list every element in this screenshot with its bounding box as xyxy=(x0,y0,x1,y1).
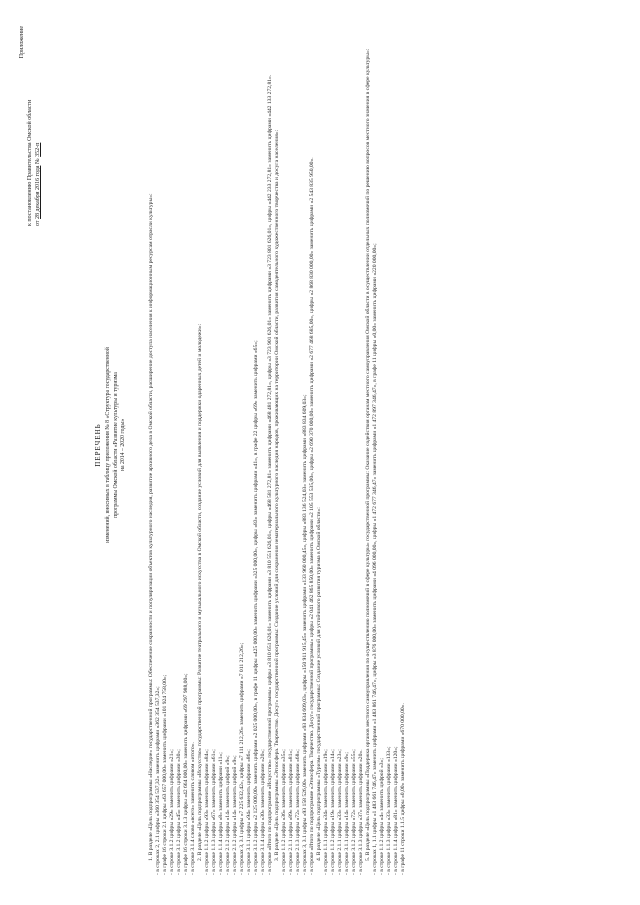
body-paragraph: - в строке 1.1.3 цифры «33» заменить цифрами «133»; xyxy=(386,746,392,875)
body-paragraph: - в строке 2.1.1 цифры «89» заменить цифрами «81»; xyxy=(288,749,294,875)
body-paragraph: - в строках 3, 3.1 цифры «93 158 526,00» заменить цифрами «93 834 609,03», цифры «150 911 915,45» заменить цифрами «133 960 000,45», цифры «883 136 524,03» заменить цифрами «883 834 609,03»; xyxy=(302,394,308,875)
appendix-num-prefix: № xyxy=(35,158,41,165)
appendix-label: Приложение xyxy=(19,26,25,59)
document-heading xyxy=(95,235,128,655)
body-paragraph: 4. В разделе «Цель подпрограммы «Туризм» государственной программы: Создание условий для устойчивого развития туризма в Омской области»: xyxy=(316,507,322,861)
body-paragraph: - в строке 1.1.1 цифры «34» заменить цифрами «19»; xyxy=(323,749,329,875)
body-paragraph: - в строке 1.1.2 цифры «93» заменить цифрами «84»; xyxy=(204,749,210,875)
body-paragraph: - в строке «Итого по подпрограмме «Этносфера. Творчество. Досуг» государственной программы» цифры «2 041 462 865 850,00» заменить цифрами «2 105 553 535,00», цифры «2 690 370 000,00» заменить цифрами «2 677 468 685,00», цифры «2 868 830 000,00» заменить цифрами «2 543 835 950,00». xyxy=(309,157,315,875)
body-paragraph: 5. В разделе «Цель подпрограммы «Поддержка органов местного самоуправления по осуществлению полномочий в сфере культуры» государственной программы: Оказание содействия органам местного самоуправления Омской области в осуществлении отдельных полномочий по решению вопросов местного значения в сфере культуры»: xyxy=(365,48,371,861)
body-paragraph: - в строке 2.1.2 цифры «14» заменить цифрой «9»; xyxy=(232,755,238,875)
body-paragraph: - в строке 3.1.2 цифры «29» заменить цифрами «21»; xyxy=(169,749,175,875)
body-paragraph: - в строке 1.1.4 цифры «81» заменить цифрами «120»; xyxy=(393,746,399,875)
body-paragraph: - в строке 1.1.2 цифры «19» заменить цифрами «14»; xyxy=(330,749,336,875)
body-paragraph: 3. В разделе «Цель подпрограммы «Этносфера. Творчество. Досуг» государственной программы: Создание условий для сохранения нематериального культурного наследия народов, проживающих на территории Омской области, развития самодеятельного художественного творчества и досуга населения»: xyxy=(274,129,280,861)
body-paragraph: - в строках 1, 1.1 цифры «1 483 661 746,47» заменить цифрами «1 483 861 746,47», цифры «3 876 000,00» заменить цифрами «4 096 000,00», цифры «1 472 677 346,47» заменить цифрами «1 472 897 346,47», в графе 11 цифры «0,00» заменить цифрами «220 000,00»; xyxy=(372,243,378,875)
heading-line-3: на 2014 – 2020 годы» xyxy=(120,418,127,472)
appendix-date-line xyxy=(34,26,42,226)
body-paragraph: - в строках 2, 2.1 цифры «360 354 537,32» заменить цифрами «362 354 537,32»; xyxy=(155,686,161,875)
appendix-date-prefix: от xyxy=(35,220,41,226)
document-body xyxy=(148,24,407,875)
body-paragraph: - в строке 3.1.2 цифры «72» заменить цифрами «55»; xyxy=(351,749,357,875)
body-paragraph: - в строке 1.1.4 цифры «8» заменить цифрами «11»; xyxy=(218,752,224,875)
body-paragraph: - в строке 3.1.4 цифры «30» заменить цифрами «20»; xyxy=(260,749,266,875)
heading-title: ПЕРЕЧЕНЬ xyxy=(94,423,102,467)
body-paragraph: - в строке 2.1.1 цифры «33» заменить цифрами «23»; xyxy=(337,749,343,875)
heading-line-1: изменений, вносимых в таблицу приложения № 8 «Структура государственной xyxy=(105,347,112,543)
body-paragraph: - в строке 3.1.3 цифры «37» заменить цифрами «20». xyxy=(358,749,364,875)
body-paragraph: - в строке 3.1.4 слово «всего» заменить словом «итого». xyxy=(190,742,196,875)
body-paragraph: - в графе 16 строки 3.1.3 цифры «42 664 000,00» заменить цифрами «69 297 988,00»; xyxy=(183,673,189,875)
body-paragraph: - в строке 3.1.1 цифры «14» заменить цифрами «9»; xyxy=(344,752,350,875)
body-paragraph: 2. В разделе «Цель подпрограммы «Искусство» государственной программы: Развитие театрального и музыкального искусства в Омской области, создание условий для выявления и поддержки одаренных детей и молодежи»: xyxy=(197,323,203,861)
appendix-num: 352-п xyxy=(35,142,41,157)
appendix-resolution-line: к постановлению Правительства Омской области xyxy=(27,99,33,226)
body-paragraph: - в строке 3.1.1 цифры «94» заменить цифрами «86»; xyxy=(246,749,252,875)
appendix-date: 28 декабря 2016 года xyxy=(35,165,41,219)
body-paragraph: - в строке 3.1.2 цифры «2 125 000,00» заменить цифрами «2 025 000,00», в графе 11 цифры «425 000,00» заменить цифрами «325 000,00», цифры «83» заменить цифрами «41», в графе 22 цифры «69» заменить цифрами «65»; xyxy=(253,340,259,875)
appendix-block xyxy=(18,26,42,226)
body-paragraph: - в строке 1.1.2 цифры «36» заменить цифрами «35»; xyxy=(281,749,287,875)
body-paragraph: - в графе 16 строки 2.1 цифры «63 657 000,00» заменить цифрами «101 924 758,00»; xyxy=(162,674,168,875)
body-paragraph: - в строке 2.1.3 цифры «72» заменить цифрами «68»; xyxy=(295,749,301,875)
body-paragraph: - в строке «Итого по подпрограмме «Искусство» государственной программы» цифры «3 810 651 626,01» заменить цифрами «3 810 551 626,01», цифры «468 581 272,81» заменить цифрами «468 481 272,81», цифры «3 723 901 626,01» заменить цифрами «3 723 801 626,01», цифры «442 233 272,81» заменить цифрами «442 133 272,81». xyxy=(267,74,273,875)
body-paragraph: - в строках 3, 3.1 цифры «7 225 632,42», цифры «7 111 212,26» заменить цифрами «7 011 212,26»; xyxy=(239,642,245,875)
heading-line-2: программы Омской области «Развитие культуры и туризма xyxy=(112,372,119,518)
body-paragraph: - в строке 1.1.3 цифры «67» заменить цифрами «61»; xyxy=(211,749,217,875)
body-paragraph: - в строке 1.1.2 цифры «4» заменить цифрой «3»; xyxy=(379,758,385,875)
body-paragraph: - в строке 3.1.2 цифры «45» заменить цифрами «30»; xyxy=(176,749,182,875)
body-paragraph: - в графе 11 строки 1.1.5 цифры «0,00» заменить цифрами «670 000,00». xyxy=(400,703,406,875)
body-paragraph: - в строке 2.1.2 цифры «14» заменить цифрой «9»; xyxy=(225,755,231,875)
body-paragraph: 1. В разделе «Цель подпрограммы «Наследие» государственной программы: Обеспечение сохранности и популяризации объектов культурного наследия, развитие архивного дела в Омской области, расширение доступа населения к информационным ресурсам отрасли культуры»: xyxy=(148,193,154,861)
